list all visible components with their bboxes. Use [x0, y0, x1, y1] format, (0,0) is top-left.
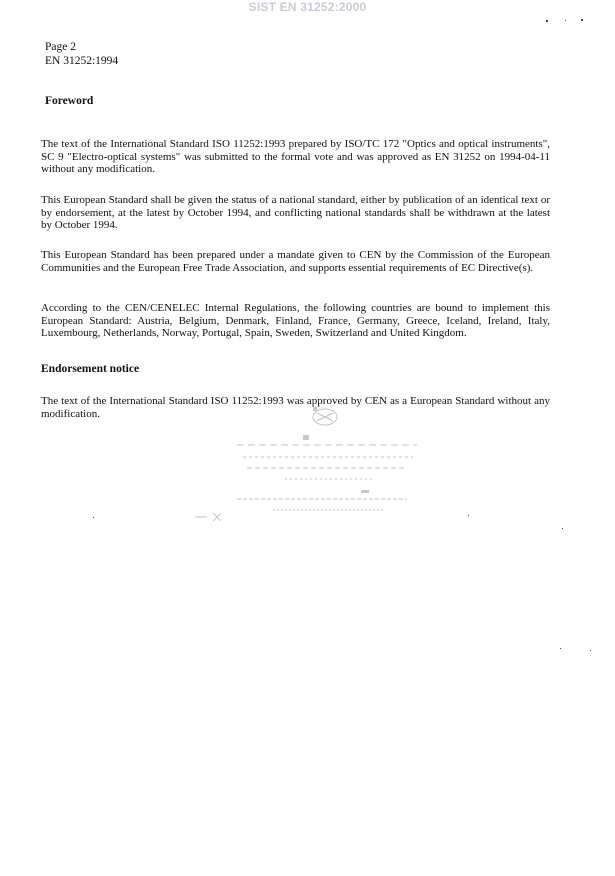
foreword-paragraph-3: This European Standard has been prepared under a mandate given to CEN by the Commission of the European Communities and the European Free Trade Association, and supports essential requirements of EC Directive(s).	[41, 249, 550, 274]
standard-id: EN 31252:1994	[45, 54, 119, 67]
foreword-paragraph-2: This European Standard shall be given the status of a national standard, either by publication of an identical text or by endorsement, at the latest by October 1994, and conflicting national standards shall be withdrawn at the latest by October 1994.	[41, 194, 550, 232]
foreword-heading: Foreword	[45, 95, 94, 107]
foreword-paragraph-1: The text of the International Standard ISO 11252:1993 prepared by ISO/TC 172 "Optics and optical instruments", SC 9 "Electro-optical systems" was submitted to the formal vote and was approved as EN 31252 on 1994-04-11 without any modification.	[41, 138, 550, 176]
page-number: Page 2	[45, 41, 76, 53]
foreword-paragraph-4: According to the CEN/CENELEC Internal Regulations, the following countries are bound to implement this European Standard: Austria, Belgium, Denmark, Finland, France, Germany, Greece, Iceland, Ireland, Italy, Luxembourg, Netherlands, Norway, Portugal, Spain, Sweden, Switzerland and United Kingdom.	[41, 302, 550, 340]
page-header	[45, 41, 118, 68]
endorsement-heading: Endorsement notice	[41, 363, 140, 375]
faded-archive-stamp	[185, 405, 435, 530]
document-watermark: SIST EN 31252:2000	[248, 0, 367, 14]
endorsement-paragraph: The text of the International Standard ISO 11252:1993 was approved by CEN as a European Standard without any modification.	[41, 395, 550, 420]
